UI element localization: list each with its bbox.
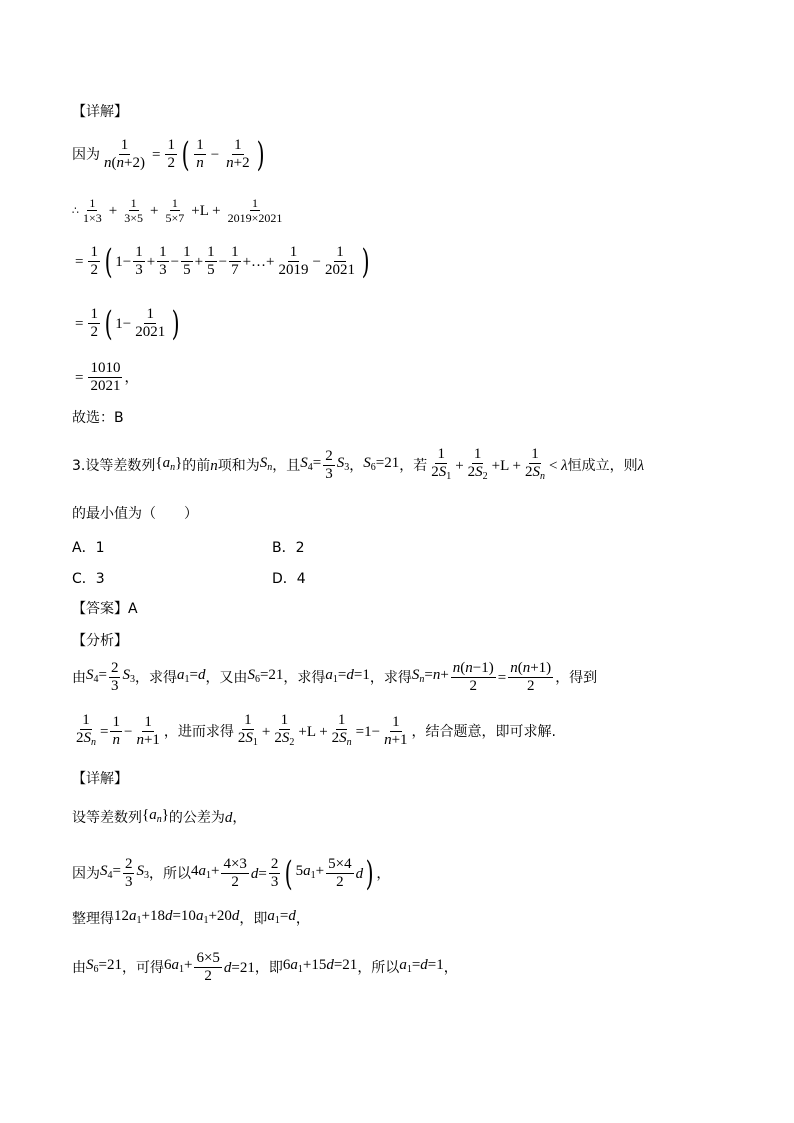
question-text-g: 恒成立，则 [567, 457, 638, 474]
analysis-t2: ，求得 [134, 669, 177, 686]
detail-l1c: ， [232, 809, 247, 826]
equation-telescoping: = $\frac{1}{2}$ ( 1− $\frac{1}{3}$ + $\frac{1}{3}$ − $\frac{1}{5}$ + $\frac{1}{5}$ − $\frac{1}{7}$ +…+ $\frac{1}{2019}$ − $\frac{1}{2021}$ ) [75, 241, 370, 282]
detail-l2a: 因为 [72, 865, 100, 882]
analysis-t4: ，求得 [283, 669, 326, 686]
question-3-stem: 3. 设等差数列 $\{a_n\}$ 的前 n 项和为 $S_n$ ，且 $S_4=$ $\frac{2}{3}$ $S_3$ ， $S_6=21$ ，若 $\frac{1}{2S_1}$ + $\frac{1}{2S_2}$ +L + $\frac{1}{2S_n}$ < λ 恒成立，则 λ [72, 446, 645, 482]
answer-line: 【答案】A [72, 601, 138, 617]
question-text-e: ， [349, 457, 364, 474]
question-text-b: 的前 [182, 457, 211, 474]
detail-l4c: ，即 [254, 959, 283, 976]
detail-l3b: ，即 [239, 910, 268, 927]
choice-line: 故选：B [72, 410, 124, 426]
question-text-f: ，若 [399, 457, 428, 474]
option-d[interactable]: D．4 [272, 571, 306, 587]
text-yinwei: 因为 [72, 146, 100, 163]
analysis-t1: 由 [72, 669, 86, 686]
analysis-line-2: $\frac{1}{2S_n}$ = $\frac{1}{n}$ − $\frac{1}{n+1}$ ，进而求得 $\frac{1}{2S_1}$ + $\frac{1}{2S_2}$ +L + $\frac{1}{2S_n}$ =1− $\frac{1}{n+1}$ ，结合题意，即可求解. [76, 712, 556, 748]
detail-l4d: ，所以 [357, 959, 400, 976]
question-3-line2: 的最小值为（ ） [72, 506, 198, 522]
option-c[interactable]: C．3 [72, 571, 105, 587]
analysis-line-1: 由 $S_4=$ $\frac{2}{3}$ $S_3$ ，求得 $a_1=d$ ，又由 $S_6=21$ ，求得 $a_1=d=1$ ，求得 $S_n=n+$ $\frac{n(n-1)}{2}$ = $\frac{n(n+1)}{2}$ ，得到 [72, 660, 598, 694]
question-text-a: 设等差数列 [85, 457, 156, 474]
option-a[interactable]: A．1 [72, 540, 105, 556]
detail-l2c: ， [376, 865, 391, 882]
options-row-1 [72, 537, 472, 557]
equation-partial-fraction: 因为 $\frac{1}{n(n+2)}$ = $\frac{1}{2}$ ( $\frac{1}{n}$ − $\frac{1}{n+2}$ ) [72, 134, 265, 175]
detail-l3a: 整理得 [72, 910, 114, 927]
section-heading-detail: 【详解】 [72, 104, 128, 120]
detail-l1a: 设等差数列 [72, 809, 142, 826]
question-text-c: 项和为 [217, 457, 260, 474]
detail-line-3: 整理得 $12a_1+18d=10a_1+20d$ ，即 $a_1=d$ ， [72, 908, 310, 927]
detail-l4a: 由 [72, 959, 86, 976]
detail-l4e: ， [443, 959, 458, 976]
detail-l1b: 的公差为 [168, 809, 225, 826]
therefore-symbol: ∴ [72, 203, 79, 217]
analysis-t6: ，得到 [555, 669, 598, 686]
analysis-t7: ，进而求得 [163, 723, 234, 740]
section-heading-detail-2: 【详解】 [72, 771, 128, 787]
options-row-2 [72, 568, 472, 588]
detail-line-1: 设等差数列 $\{a_n\}$ 的公差为 d ， [72, 807, 247, 826]
detail-line-4: 由 $S_6=21$ ，可得 $6a_1+$ $\frac{6\times 5}{2}$ d=21 ，即 $6a_1+15d=21$ ，所以 $a_1=d=1$ ， [72, 950, 458, 984]
option-b[interactable]: B．2 [272, 540, 305, 556]
analysis-t5: ，求得 [369, 669, 412, 686]
equation-simplified: = $\frac{1}{2}$ ( 1− $\frac{1}{2021}$ ) [75, 303, 180, 344]
detail-l3c: ， [295, 910, 310, 927]
analysis-t3: ，又由 [205, 669, 248, 686]
analysis-heading: 【分析】 [72, 633, 128, 649]
question-number: 3. [72, 457, 86, 474]
analysis-t8: ，结合题意，即可求解. [411, 723, 556, 740]
detail-l4b: ，可得 [121, 959, 164, 976]
equation-sum: ∴ $\frac{1}{1\times 3}$ + $\frac{1}{3\times 5}$ + $\frac{1}{5\times 7}$ +L + $\frac{1}{2019\times 2021}$ [72, 196, 283, 225]
equation-result: = $\frac{1010}{2021}$ ， [75, 360, 139, 394]
detail-line-2: 因为 $S_4=$ $\frac{2}{3}$ $S_3$ ，所以 $4a_1+$ $\frac{4\times 3}{2}$ d= $\frac{2}{3}$ ( $5a_1+$ $\frac{5\times 4}{2}$ d ) ， [72, 853, 391, 894]
question-text-d: ，且 [272, 457, 301, 474]
detail-l2b: ，所以 [148, 865, 191, 882]
